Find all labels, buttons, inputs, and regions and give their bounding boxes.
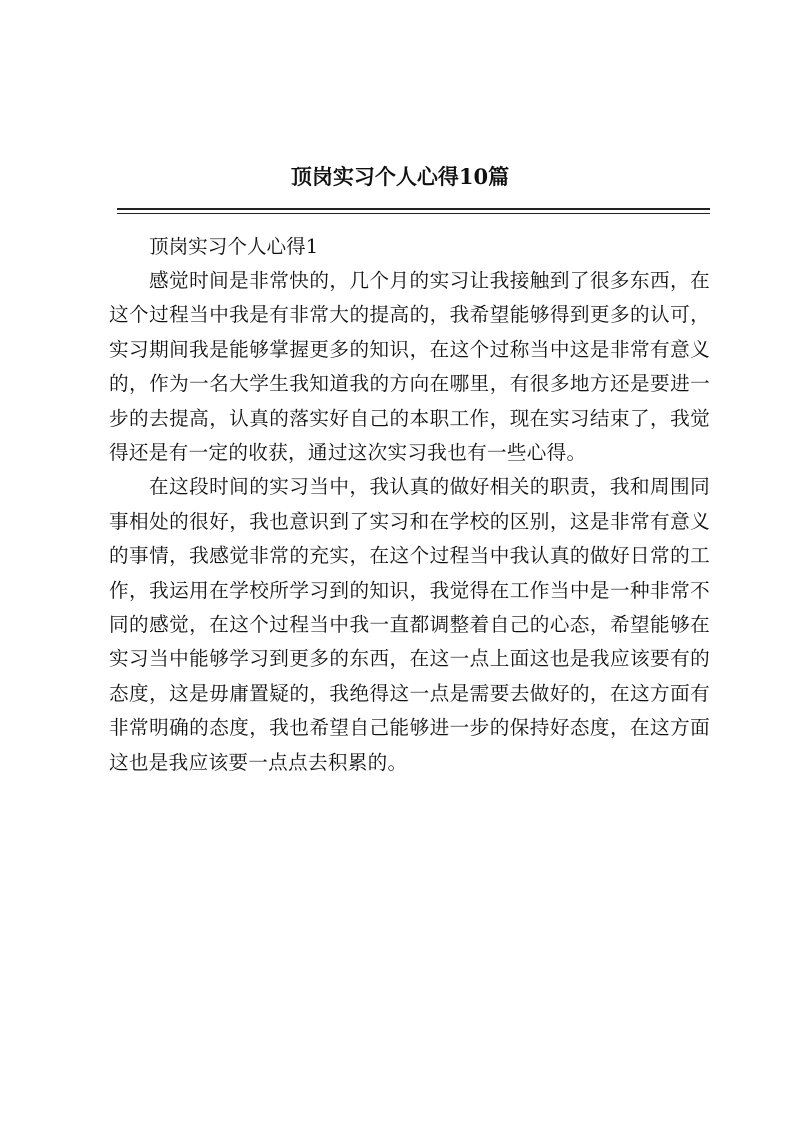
document-title: 顶岗实习个人心得10篇: [290, 164, 510, 189]
title-divider-thick: [117, 208, 710, 210]
paragraph-1: 感觉时间是非常快的，几个月的实习让我接触到了很多东西，在这个过程当中我是有非常大的提高的，我希望能够得到更多的认可，实习期间我是能够掌握更多的知识，在这个过称当中这是非常有意义的，作为一名大学生我知道我的方向在哪里，有很多地方还是要进一步的去提高，认真的落实好自己的本职工作，现在实习结束了，我觉得还是有一定的收获，通过这次实习我也有一些心得。: [109, 269, 710, 465]
section-heading: 顶岗实习个人心得1: [149, 235, 319, 258]
paragraph-2: 在这段时间的实习当中，我认真的做好相关的职责，我和周围同事相处的很好，我也意识到了实习和在学校的区别，这是非常有意义的事情，我感觉非常的充实，在这个过程当中我认真的做好日常的工作，我运用在学校所学习到的知识，我觉得在工作当中是一种非常不同的感觉，在这个过程当中我一直都调整着自己的心态，希望能够在实习当中能够学习到更多的东西，在这一点上面这也是我应该要有的态度，这是毋庸置疑的，我绝得这一点是需要去做好的，在这方面有非常明确的态度，我也希望自己能够进一步的保持好态度，在这方面这也是我应该要一点点去积累的。: [109, 475, 710, 774]
document-body: [109, 230, 710, 780]
title-divider-thin: [117, 213, 710, 214]
